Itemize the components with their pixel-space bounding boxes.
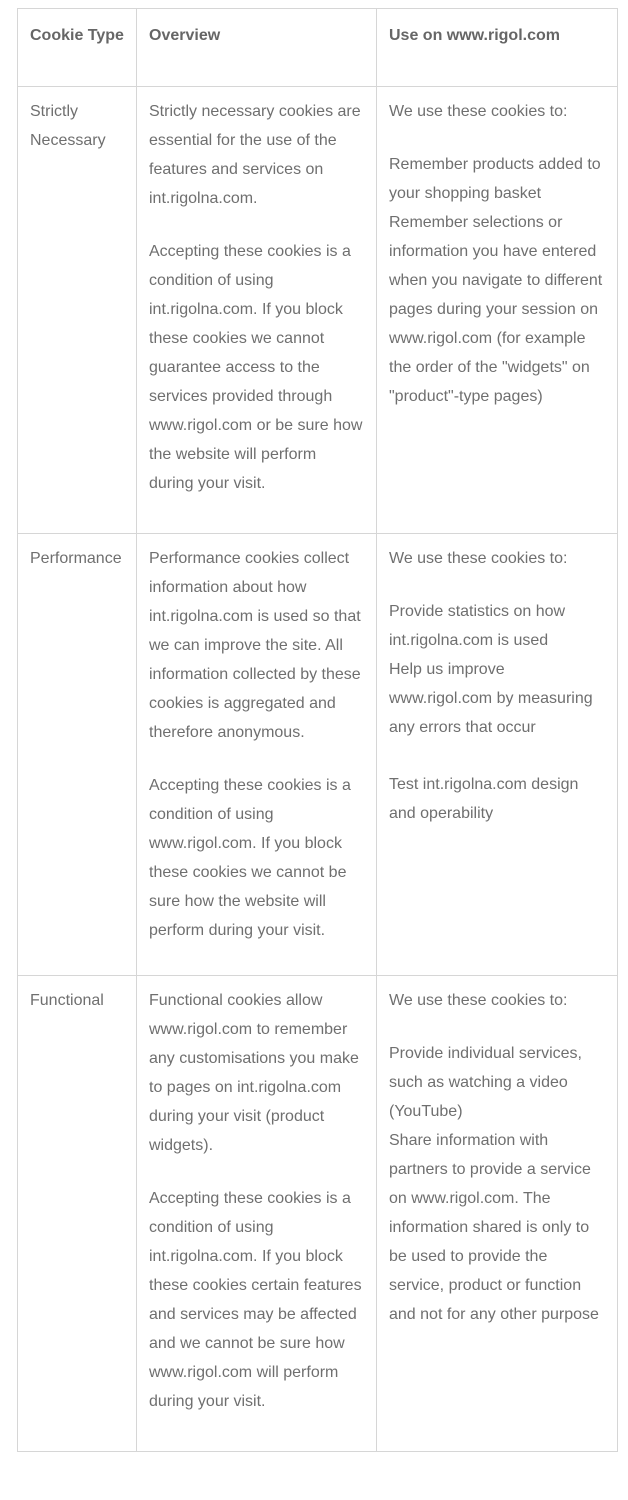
overview-paragraph: Accepting these cookies is a condition of using www.rigol.com. If you block these cookies we cannot be sure how the website will perform during your visit. xyxy=(149,777,351,939)
cell-overview xyxy=(137,534,377,976)
use-item: Test int.rigolna.com design and operability xyxy=(389,776,579,822)
header-row xyxy=(18,9,618,87)
use-item: Remember products added to your shopping basket xyxy=(389,156,601,202)
header-overview: Overview xyxy=(137,9,377,87)
table-row-functional xyxy=(18,976,618,1452)
cell-use xyxy=(377,87,618,534)
header-use: Use on www.rigol.com xyxy=(377,9,618,87)
cookie-type-label: Performance xyxy=(30,550,122,567)
use-item: Share information with partners to provide a service on www.rigol.com. The information shared is only to be used to provide the service, product or function and not for any other purpose xyxy=(389,1132,599,1323)
cell-overview xyxy=(137,976,377,1452)
cookie-type-label: Functional xyxy=(30,992,104,1009)
use-item: Provide statistics on how int.rigolna.com is used xyxy=(389,603,566,649)
cell-use xyxy=(377,534,618,976)
cell-cookie-type xyxy=(18,976,137,1452)
cell-overview xyxy=(137,87,377,534)
use-item: Provide individual services, such as watching a video (YouTube) xyxy=(389,1045,582,1120)
use-intro: We use these cookies to: xyxy=(389,992,568,1009)
table-row-strictly-necessary xyxy=(18,87,618,534)
use-intro: We use these cookies to: xyxy=(389,103,568,120)
overview-paragraph: Accepting these cookies is a condition of using int.rigolna.com. If you block these cookies we cannot guarantee access to the services provided through www.rigol.com or be sure how the website will perform during your visit. xyxy=(149,243,363,492)
use-item: Help us improve www.rigol.com by measuring any errors that occur xyxy=(389,661,593,736)
use-intro: We use these cookies to: xyxy=(389,550,568,567)
cookie-type-label: Strictly Necessary xyxy=(30,103,106,149)
cookie-table xyxy=(17,8,618,1452)
overview-paragraph: Functional cookies allow www.rigol.com to remember any customisations you make to pages on int.rigolna.com during your visit (product widgets). xyxy=(149,992,359,1154)
overview-paragraph: Performance cookies collect information about how int.rigolna.com is used so that we can improve the site. All information collected by these cookies is aggregated and therefore anonymous. xyxy=(149,550,361,741)
cell-cookie-type xyxy=(18,534,137,976)
overview-paragraph: Accepting these cookies is a condition of using int.rigolna.com. If you block these cookies certain features and services may be affected and we cannot be sure how www.rigol.com will perform during your visit. xyxy=(149,1190,362,1410)
header-cookie-type: Cookie Type xyxy=(18,9,137,87)
cell-use xyxy=(377,976,618,1452)
table-row-performance xyxy=(18,534,618,976)
overview-paragraph: Strictly necessary cookies are essential for the use of the features and services on int.rigolna.com. xyxy=(149,103,361,207)
cell-cookie-type xyxy=(18,87,137,534)
use-item: Remember selections or information you have entered when you navigate to different pages during your session on www.rigol.com (for example the order of the "widgets" on "product"-type pages) xyxy=(389,214,603,405)
